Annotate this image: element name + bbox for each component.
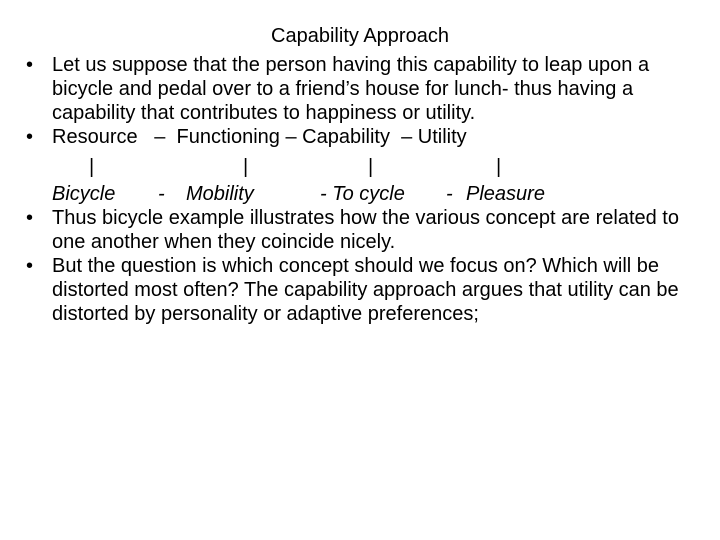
bullet-item-capability [26,53,696,125]
example-pleasure: Pleasure [466,183,545,205]
slide-body [26,53,696,326]
bullet-text: But the question is which concept should we focus on? Which will be distorted most often? The capability approach argues that utility can be distorted by personality or adaptive preferences; [52,255,679,325]
example-mobility: Mobility [186,183,254,205]
bullet-dot: • [26,255,34,277]
bullet-text: Thus bicycle example illustrates how the various concept are related to one another when they coincide nicely. [52,207,679,253]
connector-pipe: | [368,156,374,178]
example-row [52,182,696,206]
connector-pipe: | [243,156,249,178]
example-dash: - [446,183,453,205]
bullet-item-chain [26,125,696,149]
bullet-item-illustration [26,206,696,254]
bullet-item-question [26,254,696,326]
example-bicycle: Bicycle [52,183,116,205]
bullet-text: Let us suppose that the person having this capability to leap upon a bicycle and pedal over to a friend’s house for lunch- thus having a capability that contributes to happiness or utility. [52,54,650,124]
slide-title [0,24,720,48]
chain-connectors [52,149,696,182]
connector-pipe: | [89,156,95,178]
bullet-dot: • [26,207,34,229]
bullet-text: Resource – Functioning – Capability – Utility [52,126,467,148]
connector-pipe: | [496,156,502,178]
slide-title-text: Capability Approach [271,25,449,47]
example-to-cycle: - To cycle [320,183,405,205]
example-dash: - [158,183,165,205]
bullet-dot: • [26,54,34,76]
bullet-dot: • [26,126,34,148]
